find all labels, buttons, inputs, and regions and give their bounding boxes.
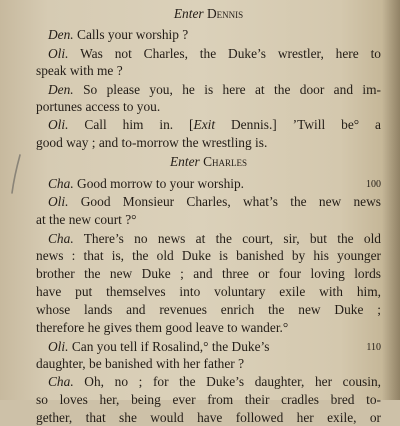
dialogue-line: Den. So please you, he is here at the door and im- bbox=[48, 82, 381, 97]
dialogue-line: have put themselves into voluntary exile with him, bbox=[36, 284, 381, 299]
speaker-label: Den. bbox=[48, 82, 74, 97]
dialogue-line: Oli. Good Monsieur Charles, what’s the new news bbox=[48, 194, 381, 209]
dialogue-line: Cha. There’s no news at the court, sir, but the old bbox=[48, 231, 382, 246]
dialogue-line: speak with me ? bbox=[36, 63, 123, 78]
speaker-label: Oli. bbox=[48, 194, 69, 209]
line-number: 100 bbox=[366, 179, 381, 190]
line-number: 110 bbox=[366, 342, 381, 353]
dialogue-line: Den. Calls your worship ? bbox=[48, 27, 189, 42]
speaker-label: Oli. bbox=[48, 339, 69, 354]
dialogue-line: brother the new Duke ; and three or four loving lords bbox=[36, 266, 381, 281]
dialogue-line: Oli. Call him in. [Exit Dennis.] ’Twill be° a bbox=[48, 117, 381, 132]
dialogue-line: portunes access to you. bbox=[36, 99, 161, 114]
dialogue-line: daughter, be banished with her father ? bbox=[36, 356, 245, 371]
speaker-label: Den. bbox=[48, 27, 74, 42]
dialogue-line: good way ; and to-morrow the wrestling is. bbox=[36, 135, 268, 150]
dialogue-line: at the new court ?° bbox=[36, 212, 137, 227]
dialogue-line: Cha. Good morrow to your worship. 100 bbox=[48, 176, 381, 191]
speaker-label: Cha. bbox=[48, 374, 74, 389]
page-edge-shadow bbox=[382, 0, 400, 400]
dialogue-line: Oli. Can you tell if Rosalind,° the Duke’s 110 bbox=[48, 339, 381, 354]
speaker-label: Cha. bbox=[48, 231, 74, 246]
speaker-label: Cha. bbox=[48, 176, 74, 191]
dialogue-line: gether, that she would have followed her exile, or bbox=[36, 410, 381, 425]
pencil-mark-icon bbox=[6, 152, 28, 196]
dialogue-line: Cha. Oh, no ; for the Duke’s daughter, her cousin, bbox=[48, 374, 381, 389]
dialogue-line: news : that is, the old Duke is banished by his younger bbox=[36, 248, 381, 263]
dialogue-line: Oli. Was not Charles, the Duke’s wrestler, here to bbox=[48, 46, 381, 61]
dialogue-line: whose lands and revenues enrich the new Duke ; bbox=[36, 302, 381, 317]
speaker-label: Oli. bbox=[48, 46, 69, 61]
stage-direction-enter-charles: Enter Charles bbox=[169, 154, 248, 169]
speaker-label: Oli. bbox=[48, 117, 69, 132]
stage-direction-enter-dennis: Enter Dennis bbox=[173, 6, 244, 21]
dialogue-line: therefore he gives them good leave to wander.° bbox=[36, 320, 289, 335]
dialogue-line: so loves her, being ever from their cradles bred to- bbox=[36, 392, 381, 407]
